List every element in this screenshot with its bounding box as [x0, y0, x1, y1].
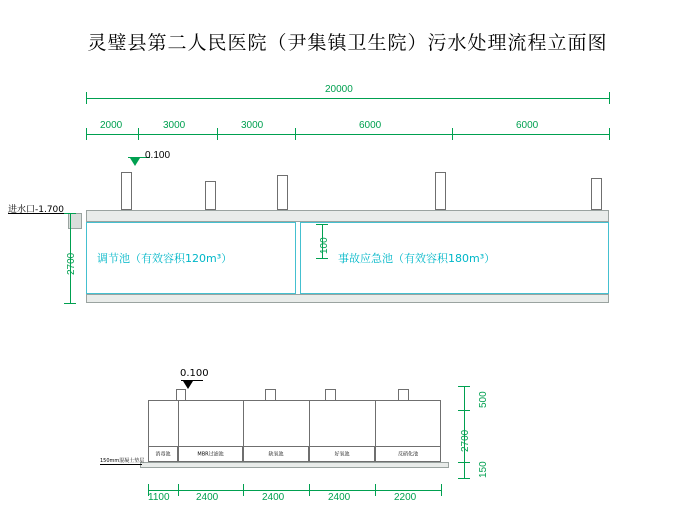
segment-tick-5 — [609, 128, 610, 140]
lower-dim-label-height: 2700 — [460, 429, 471, 452]
elevation-base-line-lower — [181, 380, 203, 381]
cell-disinfection — [148, 446, 178, 462]
segment-tick-1 — [138, 128, 139, 140]
overall-dim-tick-left — [86, 92, 87, 104]
overall-dim-label: 20000 — [325, 84, 353, 95]
lower-dim-tick-b — [458, 410, 470, 411]
riser-5 — [591, 178, 602, 210]
cell-denitrification — [375, 446, 441, 462]
elevation-triangle-lower-icon — [183, 381, 193, 389]
segment-dim-label-3: 6000 — [359, 120, 382, 131]
wall-dim-tick-bottom — [316, 258, 328, 259]
elevation-label-upper: 0.100 — [145, 150, 171, 161]
lower-dim-label-bottom: 150 — [478, 461, 489, 478]
lower-seg-label-1: 2400 — [196, 492, 219, 503]
lower-seg-tick-1 — [178, 484, 179, 496]
cell-disinfection-label: 消毒池 — [155, 451, 171, 458]
cell-mbr-label: MBR过滤池 — [197, 451, 224, 458]
lower-seg-label-2: 2400 — [262, 492, 285, 503]
lower-seg-label-3: 2400 — [328, 492, 351, 503]
cell-anoxic-label: 缺氧池 — [268, 451, 284, 458]
cell-aerobic — [309, 446, 375, 462]
lower-dim-label-top: 500 — [478, 391, 489, 408]
riser-4 — [435, 172, 446, 210]
height-dim-tick-bottom-upper — [64, 303, 76, 304]
upper-top-slab — [86, 210, 609, 222]
wall-dim-tick-top — [316, 224, 328, 225]
lower-dim-tick-c — [458, 462, 470, 463]
inlet-label: 进水口-1.700 — [8, 205, 65, 215]
inlet-leader-line — [8, 213, 70, 214]
segment-tick-0 — [86, 128, 87, 140]
overall-dim-line — [86, 98, 609, 99]
segment-dim-label-2: 3000 — [241, 120, 264, 131]
segment-tick-3 — [295, 128, 296, 140]
upper-bottom-slab — [86, 294, 609, 303]
overall-dim-tick-right — [609, 92, 610, 104]
lower-seg-tick-4 — [375, 484, 376, 496]
divider-1 — [178, 400, 179, 446]
tank-emergency-label: 事故应急池（有效容积180m³） — [338, 252, 496, 265]
lower-seg-tick-2 — [243, 484, 244, 496]
wall-dim-label: 100 — [319, 237, 330, 254]
lower-seg-tick-5 — [441, 484, 442, 496]
lower-segment-dim-line — [148, 490, 441, 491]
tank-regulating-label: 调节池（有效容积120m³） — [97, 252, 233, 265]
lower-seg-label-0: 1100 — [148, 492, 170, 503]
lower-seg-label-4: 2200 — [394, 492, 417, 503]
lower-dim-tick-a — [458, 386, 470, 387]
segment-dim-label-1: 3000 — [163, 120, 186, 131]
segment-dim-line — [86, 134, 609, 135]
page-title: 灵璧县第二人民医院（尹集镇卫生院）污水处理流程立面图 — [87, 32, 608, 54]
riser-2 — [205, 181, 216, 210]
pipe-note-leader — [100, 464, 142, 465]
elevation-triangle-icon — [130, 158, 140, 166]
segment-tick-4 — [452, 128, 453, 140]
height-dim-tick-top-upper — [64, 213, 76, 214]
divider-4 — [375, 400, 376, 446]
pipe-note-label: 150mm混凝土垫层 — [100, 458, 145, 464]
segment-dim-label-4: 6000 — [516, 120, 539, 131]
divider-2 — [243, 400, 244, 446]
riser-1 — [121, 172, 132, 210]
cell-denitrification-label: 反硝化池 — [397, 451, 418, 458]
riser-3 — [277, 175, 288, 210]
height-dim-label-upper: 2700 — [66, 252, 77, 275]
elevation-label-lower: 0.100 — [180, 368, 209, 379]
divider-3 — [309, 400, 310, 446]
segment-dim-label-0: 2000 — [100, 120, 123, 131]
lower-base-slab — [140, 462, 449, 468]
cell-mbr — [178, 446, 243, 462]
cell-aerobic-label: 好氧池 — [334, 451, 350, 458]
segment-tick-2 — [217, 128, 218, 140]
lower-seg-tick-3 — [309, 484, 310, 496]
cell-anoxic — [243, 446, 309, 462]
lower-dim-tick-d — [458, 478, 470, 479]
